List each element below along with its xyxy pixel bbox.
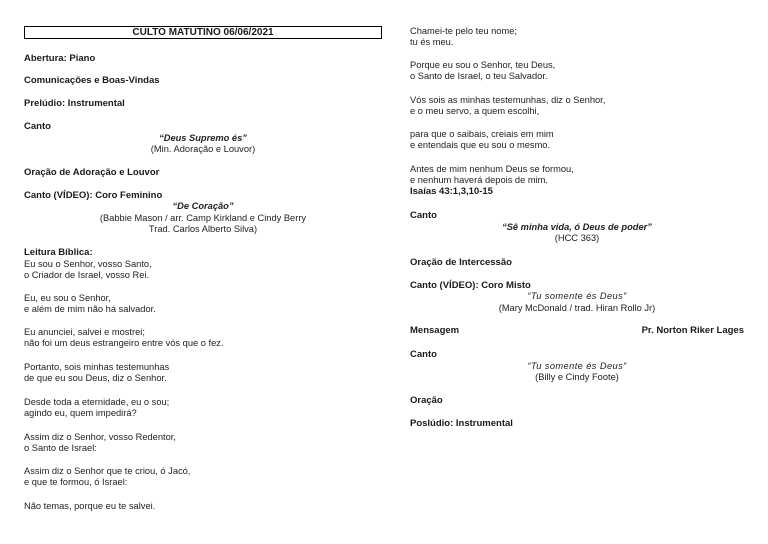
item-canto-video-credit-1: (Babbie Mason / arr. Camp Kirkland e Cindy Berry [99,213,307,223]
item-canto-1-credit: (Min. Adoração e Louvor) [150,144,256,154]
reading-line: e nenhum haverá depois de mim. [410,175,548,185]
reading-line: Porque eu sou o Senhor, teu Deus, [410,60,556,70]
leitura-line: de que eu sou Deus, diz o Senhor. [24,373,167,383]
item-posludio: Poslúdio: Instrumental [410,418,513,429]
leitura-line: o Criador de Israel, vosso Rei. [24,270,150,280]
reading-line: Chamei-te pelo teu nome; [410,26,517,36]
leitura-line: agindo eu, quem impedirá? [24,408,137,418]
mensagem-label: Mensagem [410,325,460,336]
leitura-line: e que te formou, ó Israel: [24,477,128,487]
item-canto-2-credit: (HCC 363) [554,233,600,243]
reading-reference: Isaías 43:1,3,10-15 [410,186,493,197]
reading-line: tu és meu. [410,37,454,47]
bulletin-title: CULTO MATUTINO 06/06/2021 [24,26,382,39]
reading-line: Antes de mim nenhum Deus se formou, [410,164,574,174]
reading-line: para que o saibais, creiais em mim [410,129,554,139]
item-comunicacoes: Comunicações e Boas-Vindas [24,75,160,86]
leitura-line: Eu, eu sou o Senhor, [24,293,111,303]
item-canto-3-credit: (Billy e Cindy Foote) [535,372,619,382]
item-canto-2-heading: Canto [410,210,437,221]
reading-line: e entendais que eu sou o mesmo. [410,140,551,150]
item-oracao: Oração [410,395,443,406]
leitura-line: não foi um deus estrangeiro entre vós que o fez. [24,338,224,348]
leitura-line: Desde toda a eternidade, eu o sou; [24,397,170,407]
item-oracao-intercessao: Oração de Intercessão [410,257,512,268]
item-oracao-adoracao: Oração de Adoração e Louvor [24,167,160,178]
item-canto-video-2-song: “Tu somente és Deus” [527,291,627,301]
leitura-line: Portanto, sois minhas testemunhas [24,362,170,372]
item-canto-1-song: “Deus Supremo és” [159,133,247,143]
item-canto-3-heading: Canto [410,349,437,360]
reading-line: e o meu servo, a quem escolhi, [410,106,540,116]
item-canto-3-song: “Tu somente és Deus” [527,361,627,371]
item-abertura: Abertura: Piano [24,53,96,64]
item-canto-1-heading: Canto [24,121,51,132]
item-canto-2-song: “Sê minha vida, ó Deus de poder” [502,222,652,232]
reading-line: Vós sois as minhas testemunhas, diz o Senhor, [410,95,606,105]
reading-line: o Santo de Israel, o teu Salvador. [410,71,548,81]
leitura-line: Assim diz o Senhor que te criou, ó Jacó, [24,466,191,476]
leitura-line: o Santo de Israel: [24,443,97,453]
item-canto-video-song: “De Coração” [172,201,234,211]
item-canto-video-heading: Canto (VÍDEO): Coro Feminino [24,190,163,201]
leitura-line: Assim diz o Senhor, vosso Redentor, [24,432,176,442]
item-preludio: Prelúdio: Instrumental [24,98,125,109]
leitura-line: e além de mim não há salvador. [24,304,156,314]
item-canto-video-2-heading: Canto (VÍDEO): Coro Misto [410,280,531,291]
mensagem-preacher: Pr. Norton Riker Lages [641,325,744,336]
leitura-line: Eu sou o Senhor, vosso Santo, [24,259,152,269]
leitura-heading: Leitura Bíblica: [24,247,93,258]
leitura-line: Não temas, porque eu te salvei. [24,501,156,511]
item-canto-video-2-credit: (Mary McDonald / trad. Hiran Rollo Jr) [498,303,656,313]
leitura-line: Eu anunciei, salvei e mostrei; [24,327,145,337]
item-canto-video-credit-2: Trad. Carlos Alberto Silva) [148,224,258,234]
